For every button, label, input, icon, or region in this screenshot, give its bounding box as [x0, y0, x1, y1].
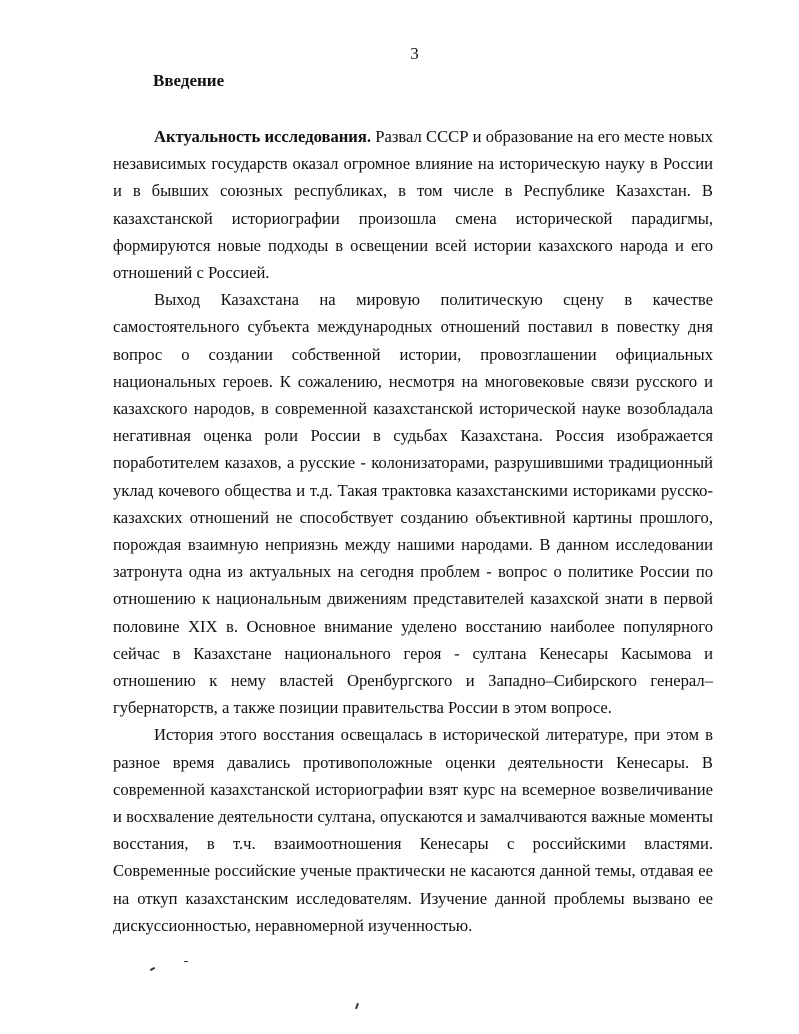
body-text [113, 123, 713, 939]
scan-speck [150, 967, 155, 971]
page-number: 3 [410, 44, 419, 63]
paragraph-kazakhstan [113, 286, 713, 721]
scan-speck [184, 961, 188, 962]
scan-speck [355, 1003, 359, 1009]
paragraph-text: Выход Казахстана на мировую политическую сцену в качестве самостоятельного субъекта международных отношений поставил в повестку дня вопрос о создании собственной истории, провозглашении официальных национальных героев. К сожалению, несмотря на многовековые связи русского и казахского народов, в современной казахстанской исторической науке возобладала негативная оценка роли России в судьбах Казахстана. Россия изображается поработителем казахов, а русские - колонизаторами, разрушившими традиционный уклад кочевого общества и т.д. Такая трактовка казахстанскими историками русско-казахских отношений не способствует созданию объективной картины прошлого, порождая взаимную неприязнь между нашими народами. В данном исследовании затронута одна из актуальных на сегодня проблем - вопрос о политике России по отношению к национальным движениям представителей казахской знати в первой половине XIX в. Основное внимание уделено восстанию наиболее популярного сейчас в Казахстане национального героя - султана Кенесары Касымова и отношению к нему властей Оренбургского и Западно–Сибирского генерал–губернаторств, а также позиции правительства России в этом вопросе. [113, 290, 713, 718]
paragraph-relevance [113, 123, 713, 286]
paragraph-text: Развал СССР и образование на его месте новых независимых государств оказал огромное влияние на историческую науку в России и в бывших союзных республиках, в том числе в Республике Казахстан. В казахстанской историографии произошла смена исторической парадигмы, формируются новые подходы в освещении всей истории казахского народа и его отношений с Россией. [113, 127, 713, 283]
paragraph-text: История этого восстания освещалась в исторической литературе, при этом в разное время давались противоположные оценки деятельности Кенесары. В современной казахстанской историографии взят курс на всемерное возвеличивание и восхваление деятельности султана, опускаются и замалчиваются важные моменты восстания, в т.ч. взаимоотношения Кенесары с российскими властями. Современные российские ученые практически не касаются данной темы, отдавая ее на откуп казахстанским исследователям. Изучение данной проблемы вызвано ее дискуссионностью, неравномерной изученностью. [113, 725, 713, 935]
paragraph-lead: Актуальность исследования. [154, 127, 371, 146]
section-heading: Введение [153, 71, 225, 90]
paragraph-uprising [113, 721, 713, 939]
